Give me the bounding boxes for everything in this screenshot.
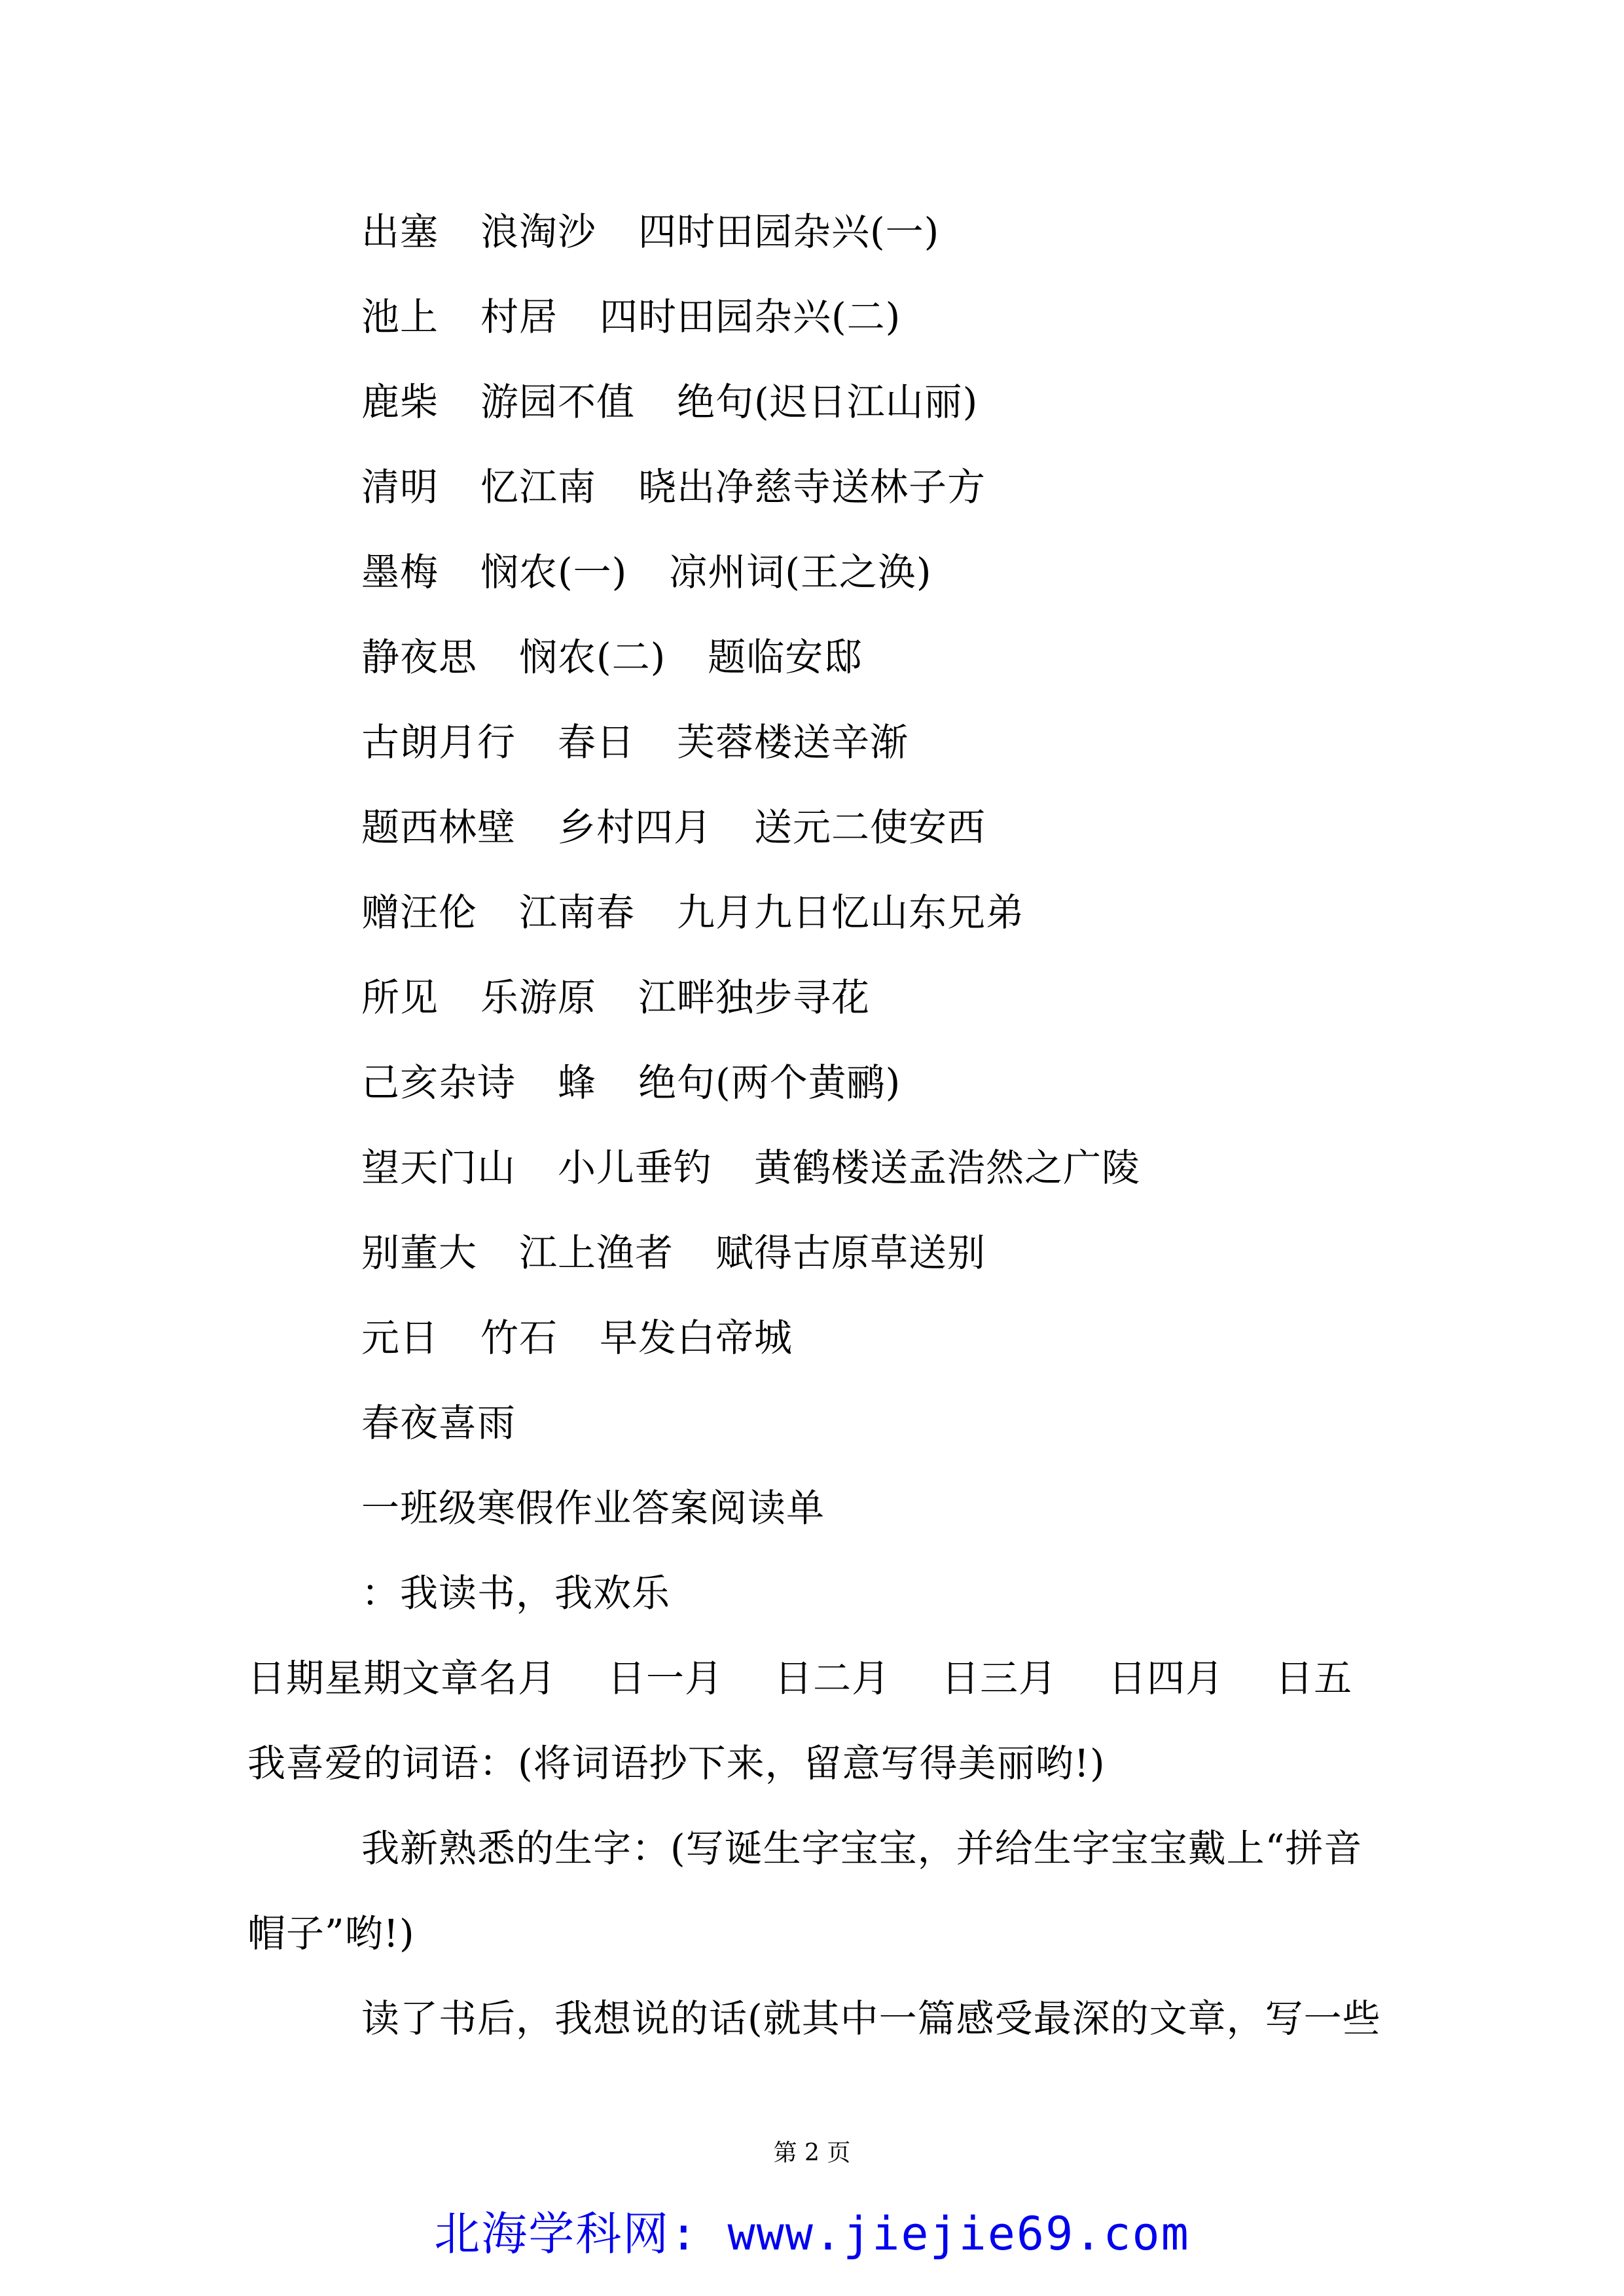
poem-title: 池上 [361, 295, 439, 339]
poem-title: 江畔独步寻花 [638, 975, 871, 1020]
poem-title: 小儿垂钓 [558, 1145, 713, 1190]
poem-row [361, 548, 932, 596]
poem-title: 九月九日忆山东兄弟 [677, 890, 1025, 935]
poem-title: 所见 [361, 975, 439, 1020]
poem-row [361, 208, 939, 255]
paragraph-favorite-words: 我喜爱的词语：(将词语抄下来，留意写得美丽哟!) [247, 1741, 1106, 1785]
paragraph-new-characters-cont: 帽子”哟!) [247, 1911, 415, 1956]
paragraph-thoughts: 读了书后，我想说的话(就其中一篇感受最深的文章，写一些 [361, 1996, 1381, 2041]
poem-title: 出塞 [361, 209, 439, 254]
poem-title: 绝句(迟日江山丽) [677, 380, 979, 424]
table-header-cell: 日三月 [941, 1656, 1058, 1700]
poem-title: 赠汪伦 [361, 890, 478, 935]
poem-row [361, 378, 978, 425]
poem-row [361, 1314, 793, 1361]
poem-title: 别董大 [361, 1230, 478, 1275]
poem-title: 四时田园杂兴(二) [600, 295, 901, 339]
poem-title: 村居 [480, 295, 558, 339]
section-heading: 一班级寒假作业答案阅读单 [361, 1486, 825, 1530]
poem-title: 古朗月行 [361, 720, 516, 764]
poem-title: 鹿柴 [361, 380, 439, 424]
poem-title: 乡村四月 [558, 805, 713, 850]
poem-title: 四时田园杂兴(一) [638, 209, 940, 254]
table-header-cell: 日四月 [1108, 1656, 1225, 1700]
site-watermark-link[interactable]: 北海学科网: www.jiejie69.com [434, 2207, 1190, 2261]
poem-title: 黄鹤楼送孟浩然之广陵 [754, 1145, 1141, 1190]
table-header-cell: 日一月 [607, 1656, 724, 1700]
poem-title: 送元二使安西 [754, 805, 986, 850]
poem-title: 赋得古原草送别 [715, 1230, 986, 1275]
poem-title: 望天门山 [361, 1145, 516, 1190]
poem-title: 绝句(两个黄鹂) [638, 1060, 901, 1105]
poem-title: 江南春 [519, 890, 636, 935]
poem-title: 忆江南 [480, 465, 597, 509]
poem-row [361, 804, 986, 851]
poem-title: 春日 [558, 720, 636, 764]
poem-title: 元日 [361, 1316, 439, 1360]
table-header-cell: 日二月 [774, 1656, 891, 1700]
poem-title: 己亥杂诗 [361, 1060, 516, 1105]
poem-row [361, 974, 870, 1021]
poem-title: 早发白帝城 [600, 1316, 793, 1360]
poem-row [361, 889, 1024, 936]
poem-row [361, 1144, 1140, 1191]
poem-title: 凉州词(王之涣) [669, 550, 932, 594]
poem-title: 浪淘沙 [480, 209, 597, 254]
table-header-cell: 日期星期文章名月 [247, 1656, 557, 1700]
poem-title: 晓出净慈寺送林子方 [638, 465, 986, 509]
reading-table-header [247, 1655, 1352, 1702]
table-header-cell: 日五 [1275, 1656, 1353, 1700]
poem-row [361, 719, 909, 766]
poem-title: 芙蓉楼送辛渐 [677, 720, 909, 764]
poem-row [361, 293, 901, 340]
poem-title: 游园不值 [480, 380, 636, 424]
poem-title: 竹石 [480, 1316, 558, 1360]
poem-row [361, 1229, 986, 1276]
poem-row [361, 1059, 901, 1106]
poem-title: 乐游原 [480, 975, 597, 1020]
poem-title: 静夜思 [361, 635, 478, 679]
paragraph-new-characters: 我新熟悉的生字：(写诞生字宝宝，并给生字宝宝戴上“拼音 [361, 1826, 1363, 1871]
poem-row [361, 634, 862, 681]
poem-row [361, 1399, 516, 1446]
section-subheading: ：我读书，我欢乐 [361, 1571, 671, 1615]
poem-title: 题临安邸 [708, 635, 863, 679]
poem-title: 清明 [361, 465, 439, 509]
poem-title: 悯农(一) [480, 550, 628, 594]
poem-title: 题西林壁 [361, 805, 516, 850]
poem-title: 春夜喜雨 [361, 1401, 516, 1445]
poem-title: 悯农(二) [519, 635, 666, 679]
poem-title: 蜂 [558, 1060, 597, 1105]
poem-title: 江上渔者 [519, 1230, 674, 1275]
poem-row [361, 463, 986, 511]
page-number: 第 2 页 [773, 2140, 851, 2166]
poem-title: 墨梅 [361, 550, 439, 594]
